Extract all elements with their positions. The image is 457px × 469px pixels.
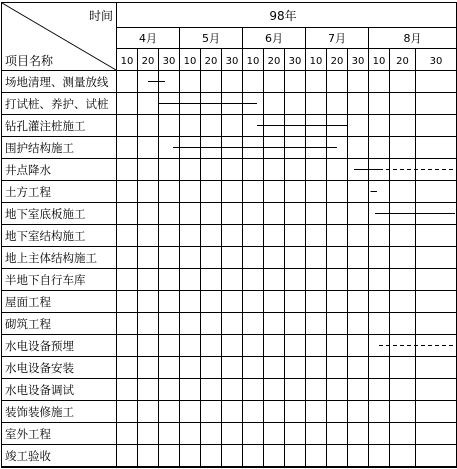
day-label: 30 [225, 56, 239, 67]
task-name: 砌筑工程 [5, 317, 51, 331]
month-header-row [139, 32, 422, 45]
task-name: 竣工验收 [5, 449, 51, 463]
task-name: 装饰装修施工 [5, 405, 74, 419]
task-name: 水电设备调试 [5, 383, 74, 397]
task-name: 室外工程 [5, 427, 51, 441]
task-name: 水电设备预埋 [5, 339, 74, 353]
day-label: 10 [372, 56, 386, 67]
task-name: 屋面工程 [5, 295, 51, 309]
day-label: 20 [330, 56, 344, 67]
day-label: 10 [183, 56, 197, 67]
schedule-bars [148, 82, 455, 346]
day-label: 10 [120, 56, 134, 67]
month-label: 4月 [139, 32, 157, 45]
task-name: 半地下自行车库 [5, 273, 86, 287]
day-label: 20 [267, 56, 281, 67]
day-label: 10 [309, 56, 323, 67]
task-name: 打试桩、养护、试桩 [5, 97, 109, 111]
day-label: 20 [204, 56, 218, 67]
task-name: 钻孔灌注桩施工 [5, 119, 86, 133]
task-name: 地下室底板施工 [5, 207, 86, 221]
time-header-label: 时间 [88, 9, 113, 23]
month-label: 6月 [265, 32, 283, 45]
month-label: 7月 [328, 32, 346, 45]
task-name: 土方工程 [5, 185, 51, 199]
day-header-row [121, 56, 443, 67]
task-name: 地上主体结构施工 [5, 251, 97, 265]
month-label: 5月 [202, 32, 220, 45]
month-label: 8月 [403, 32, 422, 45]
day-label: 20 [396, 56, 409, 67]
task-name: 地下室结构施工 [5, 229, 86, 243]
day-label: 20 [141, 56, 155, 67]
task-name: 井点降水 [5, 163, 51, 177]
day-label: 30 [288, 56, 302, 67]
day-label: 30 [162, 56, 176, 67]
task-name: 场地清理、测量放线 [5, 75, 109, 89]
day-label: 30 [429, 56, 443, 67]
day-label: 10 [246, 56, 260, 67]
task-name: 水电设备安装 [5, 361, 74, 375]
task-name: 围护结构施工 [5, 141, 74, 155]
item-name-header-label: 项目名称 [5, 54, 54, 68]
year-header-label: 98年 [269, 9, 297, 23]
day-label: 30 [351, 56, 365, 67]
